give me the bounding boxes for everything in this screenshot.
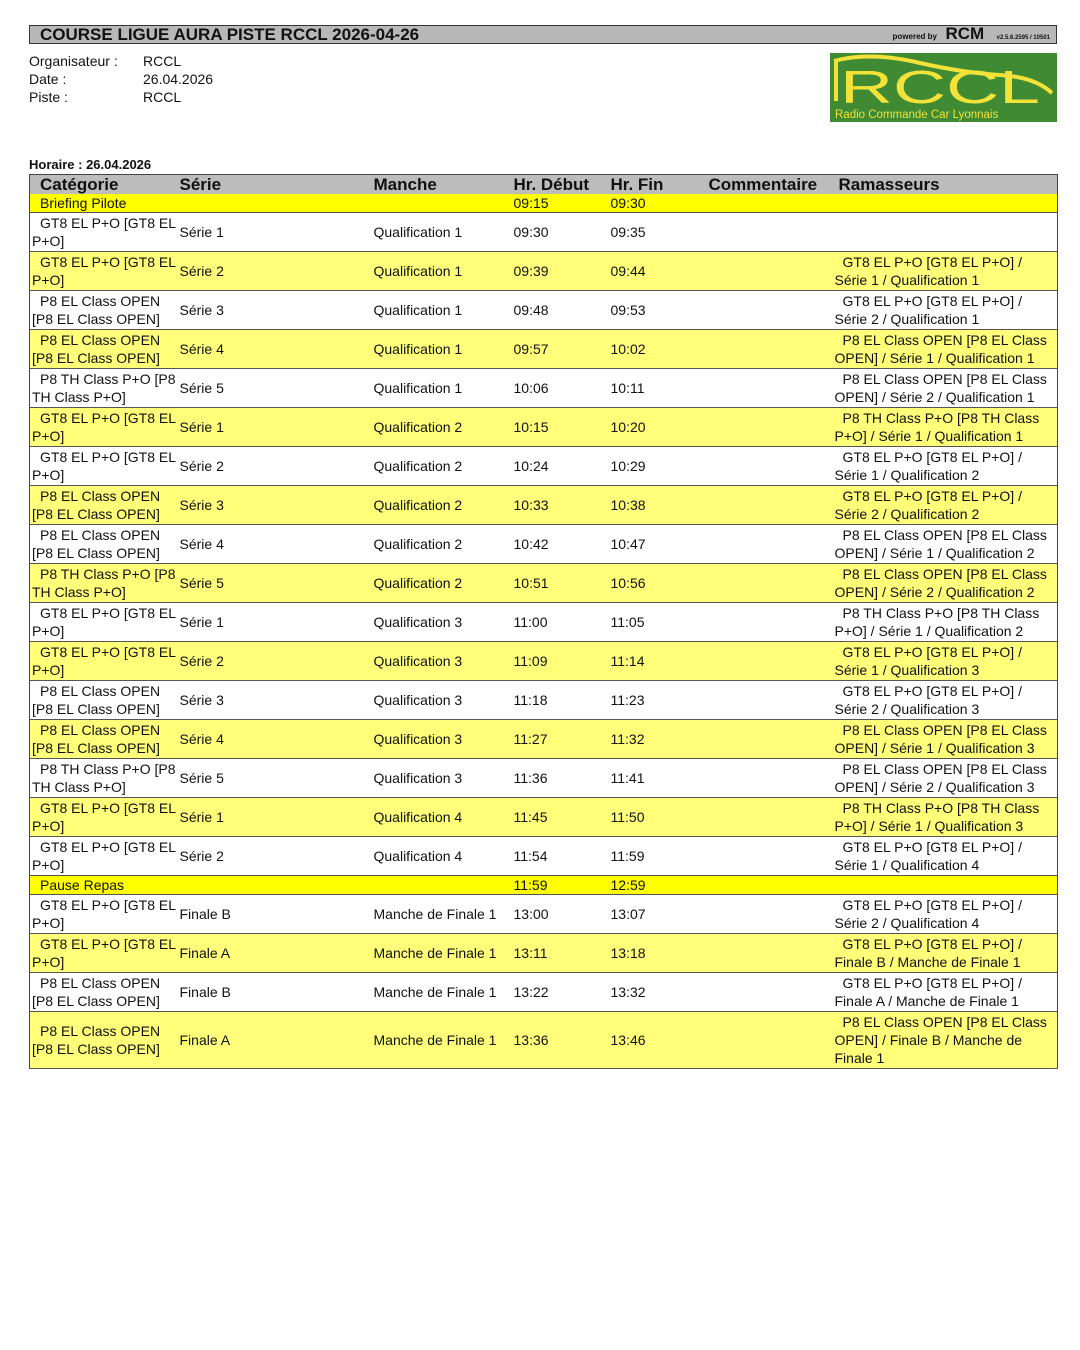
start-time-cell: 10:33: [514, 486, 611, 525]
table-row: [30, 213, 1058, 252]
table-row: [30, 720, 1058, 759]
comment-cell: [709, 681, 835, 720]
ramasseurs-cell: P8 EL Class OPEN [P8 EL Class OPEN] / Série 1 / Qualification 2: [835, 525, 1058, 564]
schedule-table: [29, 174, 1058, 1069]
comment-cell: [709, 720, 835, 759]
serie-cell: Finale B: [180, 973, 374, 1012]
end-time-cell: 11:59: [611, 837, 709, 876]
ramasseurs-cell: P8 EL Class OPEN [P8 EL Class OPEN] / Série 2 / Qualification 2: [835, 564, 1058, 603]
ramasseurs-cell: GT8 EL P+O [GT8 EL P+O] / Série 2 / Qualification 4: [835, 895, 1058, 934]
comment-cell: [709, 291, 835, 330]
info-row-piste: [29, 88, 213, 106]
ramasseurs-cell: [835, 194, 1058, 213]
categorie-cell: P8 EL Class OPEN [P8 EL Class OPEN]: [30, 525, 180, 564]
ramasseurs-cell: GT8 EL P+O [GT8 EL P+O] / Finale A / Manche de Finale 1: [835, 973, 1058, 1012]
table-row: [30, 291, 1058, 330]
end-time-cell: 10:02: [611, 330, 709, 369]
categorie-cell: P8 EL Class OPEN [P8 EL Class OPEN]: [30, 720, 180, 759]
serie-cell: Série 1: [180, 603, 374, 642]
manche-cell: Qualification 3: [374, 759, 514, 798]
manche-cell: [374, 876, 514, 895]
table-row: [30, 759, 1058, 798]
serie-cell: Série 3: [180, 291, 374, 330]
start-time-cell: 09:48: [514, 291, 611, 330]
categorie-cell: P8 TH Class P+O [P8 TH Class P+O]: [30, 759, 180, 798]
title-bar: [29, 25, 1057, 44]
ramasseurs-cell: GT8 EL P+O [GT8 EL P+O] / Série 1 / Qualification 3: [835, 642, 1058, 681]
page-title: COURSE LIGUE AURA PISTE RCCL 2026-04-26: [40, 25, 420, 44]
start-time-cell: 10:15: [514, 408, 611, 447]
end-time-cell: 09:53: [611, 291, 709, 330]
manche-cell: Qualification 2: [374, 564, 514, 603]
ramasseurs-cell: P8 EL Class OPEN [P8 EL Class OPEN] / Série 2 / Qualification 1: [835, 369, 1058, 408]
start-time-cell: 13:11: [514, 934, 611, 973]
end-time-cell: 10:11: [611, 369, 709, 408]
club-logo: [830, 53, 1057, 122]
manche-cell: Qualification 1: [374, 252, 514, 291]
categorie-cell: GT8 EL P+O [GT8 EL P+O]: [30, 603, 180, 642]
categorie-cell: P8 TH Class P+O [P8 TH Class P+O]: [30, 369, 180, 408]
ramasseurs-cell: GT8 EL P+O [GT8 EL P+O] / Série 1 / Qualification 1: [835, 252, 1058, 291]
break-label: Briefing Pilote: [30, 194, 180, 213]
manche-cell: Qualification 2: [374, 525, 514, 564]
ramasseurs-cell: P8 TH Class P+O [P8 TH Class P+O] / Série 1 / Qualification 2: [835, 603, 1058, 642]
table-row: [30, 1012, 1058, 1069]
ramasseurs-cell: [835, 876, 1058, 895]
serie-cell: Série 4: [180, 525, 374, 564]
manche-cell: Qualification 1: [374, 369, 514, 408]
info-value: RCCL: [143, 53, 182, 69]
end-time-cell: 11:14: [611, 642, 709, 681]
comment-cell: [709, 213, 835, 252]
start-time-cell: 09:39: [514, 252, 611, 291]
manche-cell: Manche de Finale 1: [374, 1012, 514, 1069]
comment-cell: [709, 564, 835, 603]
comment-cell: [709, 252, 835, 291]
comment-cell: [709, 525, 835, 564]
ramasseurs-cell: GT8 EL P+O [GT8 EL P+O] / Série 1 / Qualification 2: [835, 447, 1058, 486]
manche-cell: Qualification 3: [374, 720, 514, 759]
table-row: [30, 447, 1058, 486]
break-label: Pause Repas: [30, 876, 180, 895]
brand-name: RCM: [945, 24, 985, 43]
start-time-cell: 09:30: [514, 213, 611, 252]
info-label: Organisateur :: [29, 53, 118, 69]
serie-cell: Série 2: [180, 837, 374, 876]
comment-cell: [709, 408, 835, 447]
ramasseurs-cell: GT8 EL P+O [GT8 EL P+O] / Série 1 / Qualification 4: [835, 837, 1058, 876]
table-row: [30, 525, 1058, 564]
serie-cell: Finale B: [180, 895, 374, 934]
end-time-cell: 09:35: [611, 213, 709, 252]
start-time-cell: 09:57: [514, 330, 611, 369]
serie-cell: Série 5: [180, 369, 374, 408]
end-time-cell: 11:23: [611, 681, 709, 720]
start-time-cell: 10:24: [514, 447, 611, 486]
manche-cell: Qualification 1: [374, 291, 514, 330]
column-header-categorie: Catégorie: [30, 175, 180, 195]
serie-cell: Série 2: [180, 642, 374, 681]
categorie-cell: GT8 EL P+O [GT8 EL P+O]: [30, 213, 180, 252]
manche-cell: Manche de Finale 1: [374, 895, 514, 934]
table-row: [30, 642, 1058, 681]
comment-cell: [709, 759, 835, 798]
schedule-label: Horaire : 26.04.2026: [29, 157, 152, 172]
end-time-cell: 11:32: [611, 720, 709, 759]
comment-cell: [709, 798, 835, 837]
serie-cell: Série 1: [180, 213, 374, 252]
serie-cell: Série 2: [180, 252, 374, 291]
manche-cell: Manche de Finale 1: [374, 973, 514, 1012]
categorie-cell: P8 EL Class OPEN [P8 EL Class OPEN]: [30, 1012, 180, 1069]
end-time-cell: 13:07: [611, 895, 709, 934]
end-time-cell: 10:56: [611, 564, 709, 603]
start-time-cell: 13:22: [514, 973, 611, 1012]
manche-cell: [374, 194, 514, 213]
break-row: [30, 194, 1058, 213]
end-time-cell: 09:44: [611, 252, 709, 291]
manche-cell: Qualification 4: [374, 798, 514, 837]
categorie-cell: GT8 EL P+O [GT8 EL P+O]: [30, 798, 180, 837]
table-row: [30, 603, 1058, 642]
ramasseurs-cell: [835, 213, 1058, 252]
table-row: [30, 681, 1058, 720]
powered-by-text: powered by: [892, 32, 937, 41]
info-value: RCCL: [143, 89, 182, 105]
start-time-cell: 11:09: [514, 642, 611, 681]
table-row: [30, 837, 1058, 876]
info-value: 26.04.2026: [143, 71, 214, 87]
start-time-cell: 09:15: [514, 194, 611, 213]
comment-cell: [709, 330, 835, 369]
column-header-debut: Hr. Début: [514, 175, 611, 195]
powered-by: [893, 24, 1050, 44]
categorie-cell: GT8 EL P+O [GT8 EL P+O]: [30, 934, 180, 973]
column-header-manche: Manche: [374, 175, 514, 195]
table-row: [30, 564, 1058, 603]
serie-cell: Série 5: [180, 564, 374, 603]
info-label: Date :: [29, 71, 67, 87]
categorie-cell: GT8 EL P+O [GT8 EL P+O]: [30, 895, 180, 934]
logo-text: RCCL: [840, 61, 1040, 113]
column-header-serie: Série: [180, 175, 374, 195]
categorie-cell: P8 EL Class OPEN [P8 EL Class OPEN]: [30, 486, 180, 525]
comment-cell: [709, 369, 835, 408]
logo-tagline: Radio Commande Car Lyonnais: [835, 109, 999, 121]
serie-cell: Série 3: [180, 486, 374, 525]
categorie-cell: GT8 EL P+O [GT8 EL P+O]: [30, 642, 180, 681]
comment-cell: [709, 895, 835, 934]
start-time-cell: 11:54: [514, 837, 611, 876]
categorie-cell: P8 TH Class P+O [P8 TH Class P+O]: [30, 564, 180, 603]
end-time-cell: 11:50: [611, 798, 709, 837]
info-row-date: [29, 70, 213, 88]
ramasseurs-cell: P8 TH Class P+O [P8 TH Class P+O] / Série 1 / Qualification 3: [835, 798, 1058, 837]
info-row-organisateur: [29, 52, 213, 70]
start-time-cell: 11:59: [514, 876, 611, 895]
ramasseurs-cell: GT8 EL P+O [GT8 EL P+O] / Finale B / Manche de Finale 1: [835, 934, 1058, 973]
version-text: v2.5.6.2595 / 10501: [996, 35, 1050, 41]
manche-cell: Qualification 3: [374, 681, 514, 720]
categorie-cell: P8 EL Class OPEN [P8 EL Class OPEN]: [30, 681, 180, 720]
table-row: [30, 369, 1058, 408]
end-time-cell: 13:46: [611, 1012, 709, 1069]
ramasseurs-cell: P8 TH Class P+O [P8 TH Class P+O] / Série 1 / Qualification 1: [835, 408, 1058, 447]
categorie-cell: P8 EL Class OPEN [P8 EL Class OPEN]: [30, 973, 180, 1012]
ramasseurs-cell: GT8 EL P+O [GT8 EL P+O] / Série 2 / Qualification 1: [835, 291, 1058, 330]
start-time-cell: 11:00: [514, 603, 611, 642]
comment-cell: [709, 603, 835, 642]
ramasseurs-cell: GT8 EL P+O [GT8 EL P+O] / Série 2 / Qualification 2: [835, 486, 1058, 525]
comment-cell: [709, 837, 835, 876]
manche-cell: Qualification 3: [374, 603, 514, 642]
start-time-cell: 11:45: [514, 798, 611, 837]
comment-cell: [709, 876, 835, 895]
column-header-ramasseurs: Ramasseurs: [835, 175, 1058, 195]
ramasseurs-cell: P8 EL Class OPEN [P8 EL Class OPEN] / Finale B / Manche de Finale 1: [835, 1012, 1058, 1069]
serie-cell: Série 5: [180, 759, 374, 798]
schedule-body: [30, 194, 1058, 1069]
end-time-cell: 13:32: [611, 973, 709, 1012]
start-time-cell: 10:42: [514, 525, 611, 564]
table-row: [30, 408, 1058, 447]
comment-cell: [709, 447, 835, 486]
end-time-cell: 11:05: [611, 603, 709, 642]
comment-cell: [709, 934, 835, 973]
column-header-fin: Hr. Fin: [611, 175, 709, 195]
ramasseurs-cell: P8 EL Class OPEN [P8 EL Class OPEN] / Série 1 / Qualification 3: [835, 720, 1058, 759]
start-time-cell: 10:06: [514, 369, 611, 408]
start-time-cell: 13:36: [514, 1012, 611, 1069]
categorie-cell: P8 EL Class OPEN [P8 EL Class OPEN]: [30, 330, 180, 369]
end-time-cell: 13:18: [611, 934, 709, 973]
manche-cell: Qualification 1: [374, 213, 514, 252]
table-row: [30, 330, 1058, 369]
end-time-cell: 12:59: [611, 876, 709, 895]
categorie-cell: P8 EL Class OPEN [P8 EL Class OPEN]: [30, 291, 180, 330]
end-time-cell: 10:38: [611, 486, 709, 525]
ramasseurs-cell: P8 EL Class OPEN [P8 EL Class OPEN] / Série 2 / Qualification 3: [835, 759, 1058, 798]
table-header-row: [30, 175, 1058, 195]
ramasseurs-cell: P8 EL Class OPEN [P8 EL Class OPEN] / Série 1 / Qualification 1: [835, 330, 1058, 369]
start-time-cell: 10:51: [514, 564, 611, 603]
serie-cell: Série 3: [180, 681, 374, 720]
info-label: Piste :: [29, 89, 68, 105]
categorie-cell: GT8 EL P+O [GT8 EL P+O]: [30, 447, 180, 486]
end-time-cell: 11:41: [611, 759, 709, 798]
comment-cell: [709, 1012, 835, 1069]
manche-cell: Manche de Finale 1: [374, 934, 514, 973]
break-row: [30, 876, 1058, 895]
serie-cell: Finale A: [180, 1012, 374, 1069]
serie-cell: Série 4: [180, 720, 374, 759]
comment-cell: [709, 486, 835, 525]
serie-cell: Série 2: [180, 447, 374, 486]
comment-cell: [709, 642, 835, 681]
serie-cell: Série 1: [180, 798, 374, 837]
manche-cell: Qualification 4: [374, 837, 514, 876]
table-row: [30, 895, 1058, 934]
categorie-cell: GT8 EL P+O [GT8 EL P+O]: [30, 408, 180, 447]
column-header-commentaire: Commentaire: [709, 175, 835, 195]
manche-cell: Qualification 2: [374, 486, 514, 525]
table-row: [30, 798, 1058, 837]
start-time-cell: 11:27: [514, 720, 611, 759]
table-row: [30, 252, 1058, 291]
start-time-cell: 11:36: [514, 759, 611, 798]
serie-cell: Série 4: [180, 330, 374, 369]
ramasseurs-cell: GT8 EL P+O [GT8 EL P+O] / Série 2 / Qualification 3: [835, 681, 1058, 720]
end-time-cell: 09:30: [611, 194, 709, 213]
serie-cell: [180, 876, 374, 895]
serie-cell: [180, 194, 374, 213]
manche-cell: Qualification 2: [374, 447, 514, 486]
table-row: [30, 486, 1058, 525]
table-row: [30, 934, 1058, 973]
start-time-cell: 13:00: [514, 895, 611, 934]
event-info: [29, 52, 213, 106]
serie-cell: Finale A: [180, 934, 374, 973]
end-time-cell: 10:20: [611, 408, 709, 447]
categorie-cell: GT8 EL P+O [GT8 EL P+O]: [30, 837, 180, 876]
manche-cell: Qualification 3: [374, 642, 514, 681]
end-time-cell: 10:29: [611, 447, 709, 486]
manche-cell: Qualification 2: [374, 408, 514, 447]
end-time-cell: 10:47: [611, 525, 709, 564]
comment-cell: [709, 194, 835, 213]
table-row: [30, 973, 1058, 1012]
comment-cell: [709, 973, 835, 1012]
start-time-cell: 11:18: [514, 681, 611, 720]
manche-cell: Qualification 1: [374, 330, 514, 369]
categorie-cell: GT8 EL P+O [GT8 EL P+O]: [30, 252, 180, 291]
serie-cell: Série 1: [180, 408, 374, 447]
